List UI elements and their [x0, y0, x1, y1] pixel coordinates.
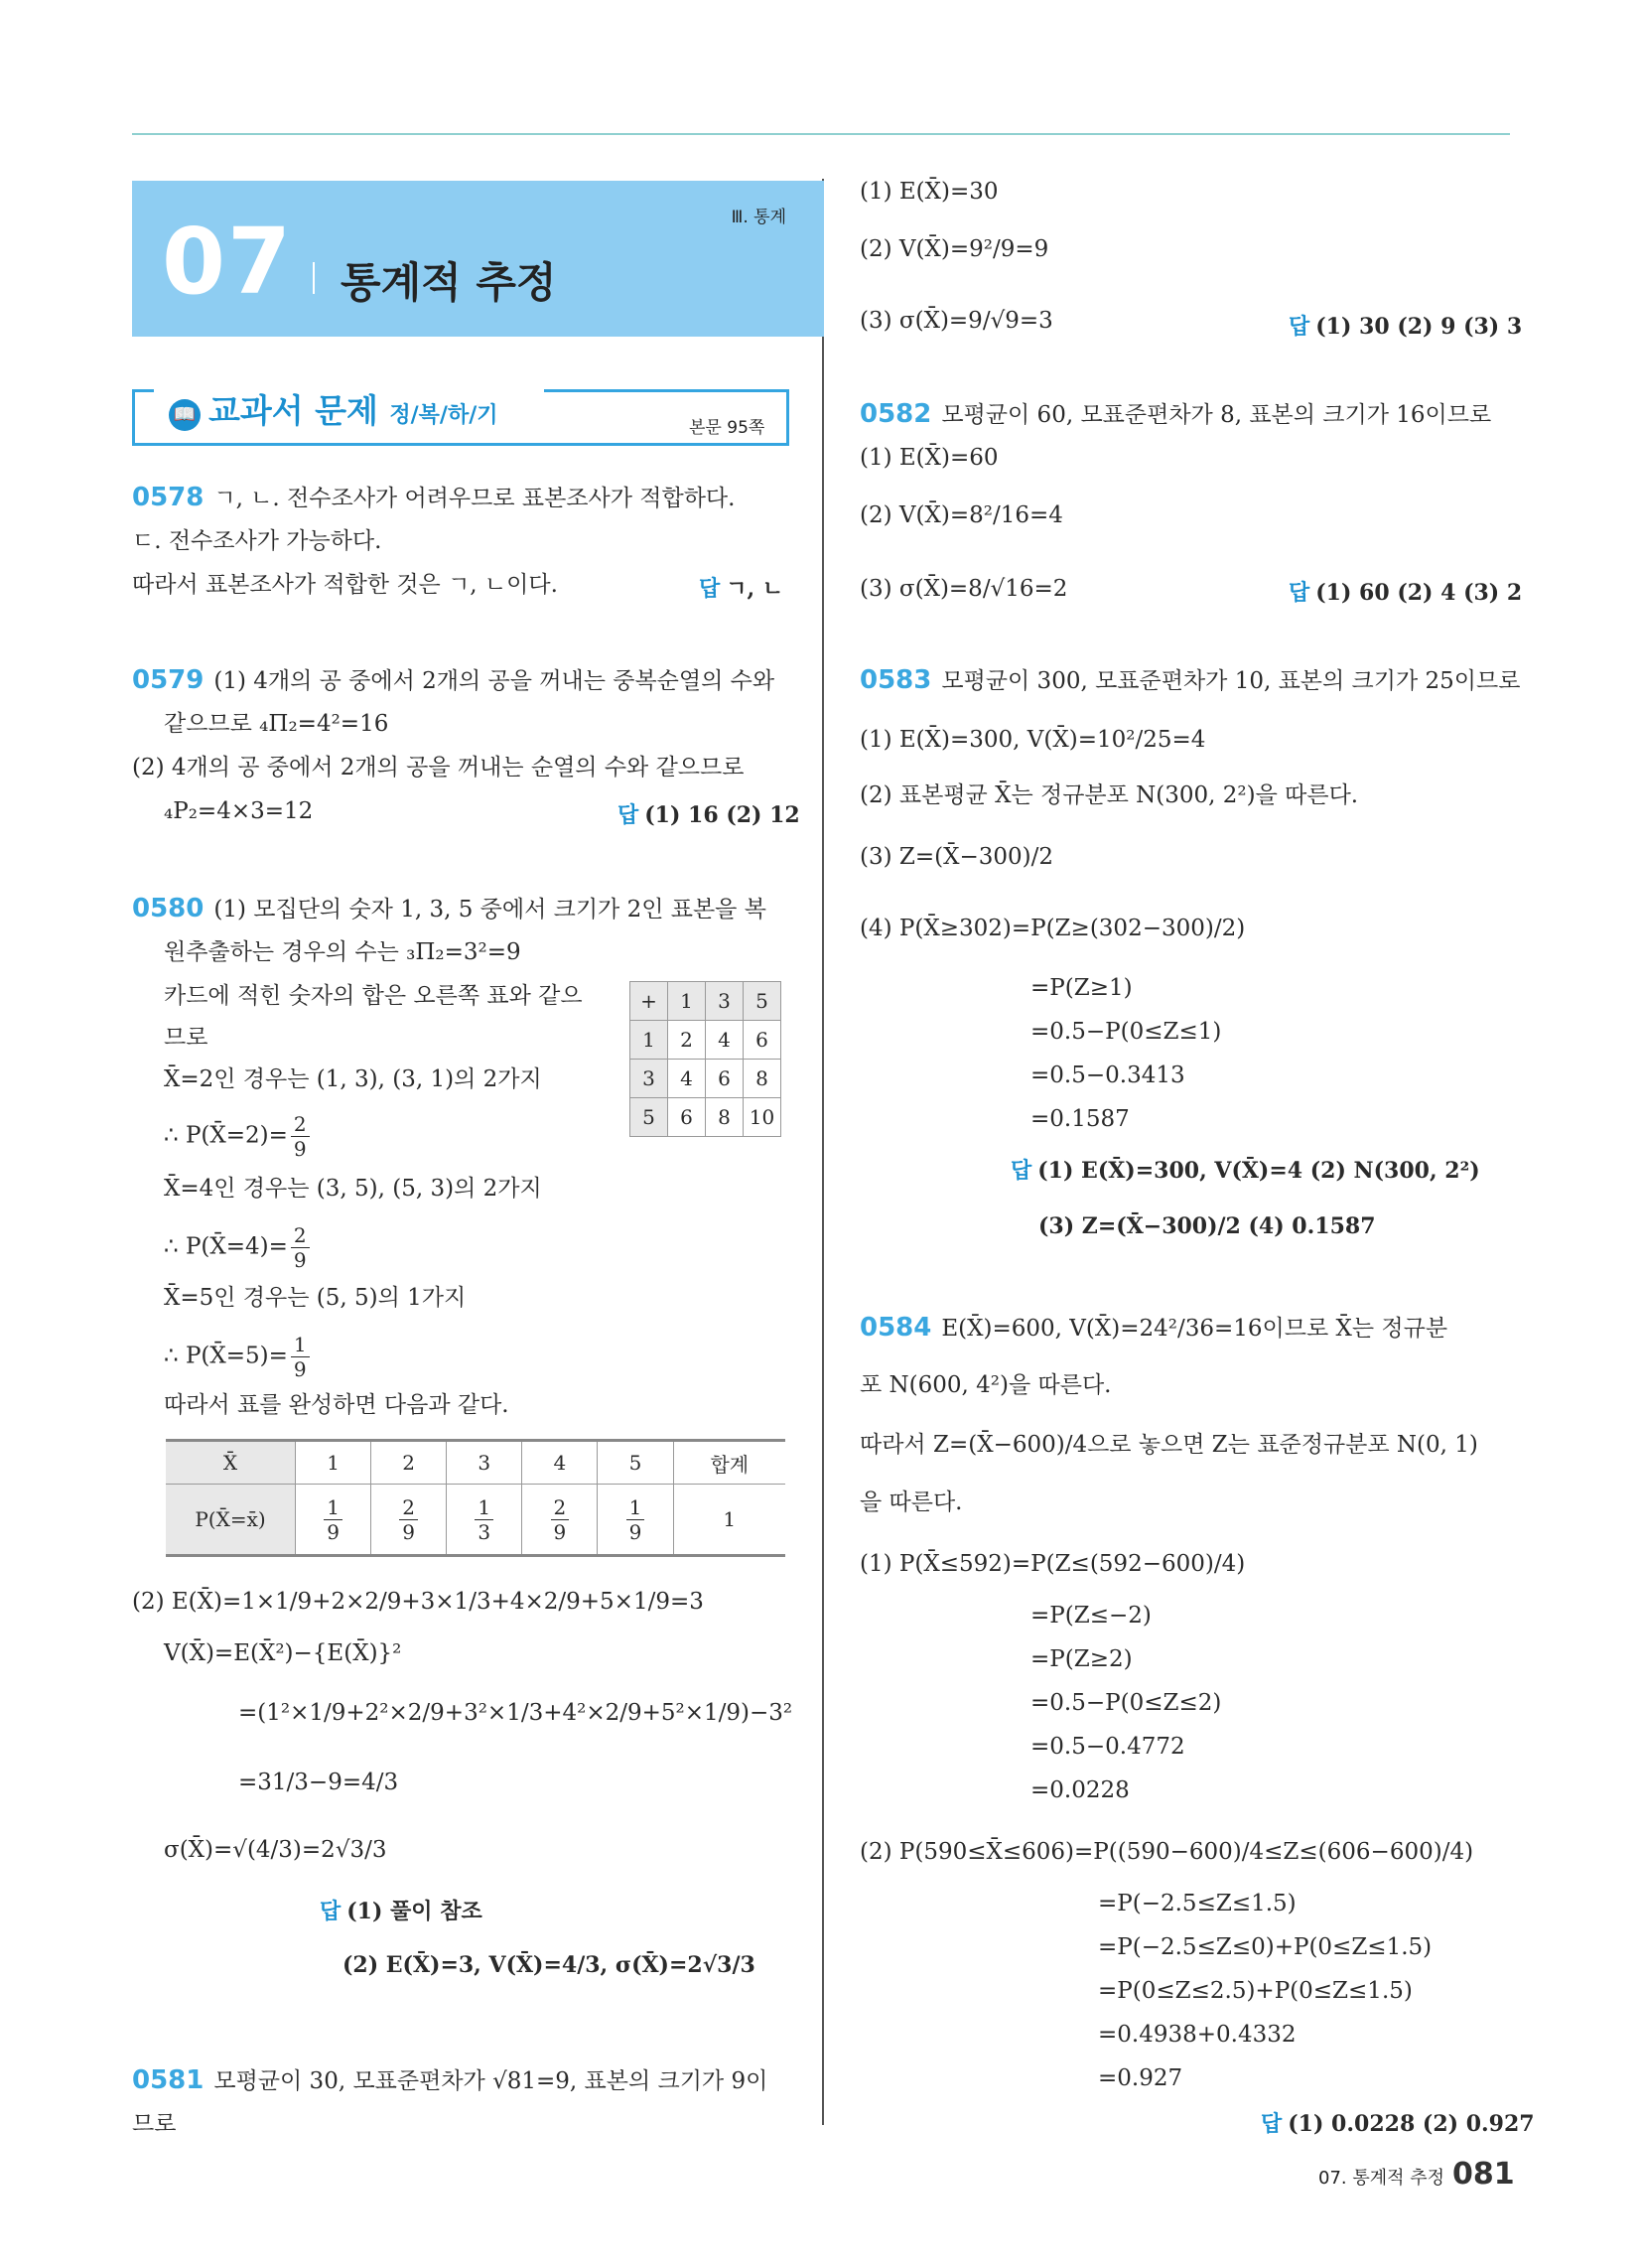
footer-chapter: 07. 통계적 추정: [1318, 2168, 1445, 2189]
chapter-number: 07: [162, 209, 294, 315]
table-row: 3 4 6 8: [630, 1060, 781, 1098]
problem-0580-part2-line-5: σ(X̄)=√(4/3)=2√3/3: [164, 1837, 387, 1863]
answer-0579: 답 (1) 16 (2) 12: [617, 802, 800, 828]
top-rule: [132, 133, 1510, 135]
problem-0584-line-2: 포 N(600, 4²)을 따른다.: [860, 1372, 1112, 1398]
fraction: $\frac{2}{9}$: [399, 1495, 418, 1544]
problem-0581-line-5: (3) σ(X̄)=9/√9=3: [860, 308, 1053, 334]
problem-0581-line-4: (2) V(X̄)=9²/9=9: [860, 236, 1049, 262]
problem-0584-line-14: =P(0≤Z≤2.5)+P(0≤Z≤1.5): [1098, 1978, 1413, 2004]
table-row: + 1 3 5: [630, 982, 781, 1021]
problem-0583-line-6: =P(Z≥1): [1030, 975, 1133, 1001]
problem-0584-line-6: =P(Z≤−2): [1030, 1603, 1152, 1629]
problem-0583-line-9: =0.1587: [1030, 1106, 1130, 1132]
distribution-table: [166, 1439, 785, 1557]
problem-0580-part2-line-2: V(X̄)=E(X̄²)−{E(X̄)}²: [164, 1640, 402, 1666]
fraction: $\frac{2}{9}$: [291, 1112, 310, 1161]
problem-0580-line-3: 카드에 적힌 숫자의 합은 오른쪽 표와 같으: [164, 983, 583, 1009]
problem-0583-line-1: 0583 모평균이 300, 모표준편차가 10, 표본의 크기가 25이므로: [860, 665, 1521, 695]
problem-0581-line-2: 므로: [132, 2111, 177, 2137]
answer-0578: 답 ㄱ, ㄴ: [699, 576, 784, 602]
problem-0582-line-2: (1) E(X̄)=60: [860, 445, 999, 471]
problem-0584-line-16: =0.927: [1098, 2065, 1183, 2091]
problem-0583-line-3: (2) 표본평균 X̄는 정규분포 N(300, 2²)을 따른다.: [860, 782, 1359, 808]
problem-0580-part2-line-1: (2) E(X̄)=1×1/9+2×2/9+3×1/3+4×2/9+5×1/9=3: [132, 1589, 704, 1615]
problem-0584-line-12: =P(−2.5≤Z≤1.5): [1098, 1891, 1297, 1916]
problem-0584-line-7: =P(Z≥2): [1030, 1646, 1133, 1672]
problem-0584-line-10: =0.0228: [1030, 1777, 1130, 1803]
problem-0584-line-3: 따라서 Z=(X̄−600)/4으로 놓으면 Z는 표준정규분포 N(0, 1): [860, 1432, 1478, 1458]
fraction: $\frac{1}{9}$: [626, 1495, 645, 1544]
problem-0580-part2-line-4: =31/3−9=4/3: [238, 1770, 399, 1795]
problem-0584-line-11: (2) P(590≤X̄≤606)=P((590−600)/4≤Z≤(606−600)/4): [860, 1839, 1474, 1865]
book-icon: 📖: [169, 399, 201, 431]
problem-0582-line-1: 0582 모평균이 60, 모표준편차가 8, 표본의 크기가 16이므로: [860, 399, 1492, 429]
problem-0578-line-1: 0578 ㄱ, ㄴ. 전수조사가 어려우므로 표본조사가 적합하다.: [132, 483, 736, 512]
fraction: $\frac{1}{3}$: [475, 1495, 493, 1544]
problem-0582-line-3: (2) V(X̄)=8²/16=4: [860, 502, 1063, 528]
answer-0583-1: 답 (1) E(X̄)=300, V(X̄)=4 (2) N(300, 2²): [1011, 1158, 1480, 1184]
problem-0584-line-5: (1) P(X̄≤592)=P(Z≤(592−600)/4): [860, 1551, 1246, 1577]
problem-0584-line-1: 0584 E(X̄)=600, V(X̄)=24²/36=16이므로 X̄는 정규분: [860, 1313, 1448, 1343]
problem-0583-line-5: (4) P(X̄≥302)=P(Z≥(302−300)/2): [860, 916, 1246, 941]
table-row: 5 6 8 10: [630, 1098, 781, 1137]
problem-0580-line-4: 므로: [164, 1025, 208, 1051]
fraction: $\frac{1}{9}$: [291, 1333, 310, 1381]
answer-0582: 답 (1) 60 (2) 4 (3) 2: [1289, 580, 1523, 606]
problem-0578-line-2: ㄷ. 전수조사가 가능하다.: [132, 528, 382, 554]
problem-0580-line-7: X̄=4인 경우는 (3, 5), (5, 3)의 2가지: [164, 1176, 542, 1202]
table-row: 1 2 4 6: [630, 1021, 781, 1060]
problem-0584-line-9: =0.5−0.4772: [1030, 1734, 1185, 1760]
column-divider: [822, 179, 824, 2125]
section-label: Ⅲ. 통계: [731, 208, 786, 227]
problem-0581-line-3: (1) E(X̄)=30: [860, 179, 999, 205]
problem-0584-line-8: =0.5−P(0≤Z≤2): [1030, 1690, 1222, 1716]
problem-0580-line-6: ∴ P(X̄=2)= $\frac{2}{9}$: [164, 1112, 313, 1161]
answer-0580-1: 답 (1) 풀이 참조: [320, 1899, 482, 1924]
problem-0580-part2-line-3: =(1²×1/9+2²×2/9+3²×1/3+4²×2/9+5²×1/9)−3²: [238, 1700, 793, 1726]
fraction: $\frac{2}{9}$: [291, 1223, 310, 1272]
chapter-title: 통계적 추정: [341, 258, 557, 307]
problem-0583-line-8: =0.5−0.3413: [1030, 1063, 1185, 1088]
answer-0581: 답 (1) 30 (2) 9 (3) 3: [1289, 314, 1523, 340]
page-footer: [1318, 2157, 1515, 2192]
sum-table: [629, 981, 781, 1137]
problem-0581-line-1: 0581 모평균이 30, 모표준편차가 √81=9, 표본의 크기가 9이: [132, 2065, 768, 2095]
problem-0580-line-8: ∴ P(X̄=4)= $\frac{2}{9}$: [164, 1223, 313, 1272]
table-row: P(X̄=x̄) $\frac{1}{9}$ $\frac{2}{9}$ $\frac{1}{3}$ $\frac{2}{9}$ $\frac{1}{9}$ 1: [166, 1485, 785, 1556]
problem-0579-line-2: 같으므로 ₄Π₂=4²=16: [164, 711, 389, 737]
problem-0580-line-11: 따라서 표를 완성하면 다음과 같다.: [164, 1392, 509, 1418]
page-reference: 본문 95쪽: [689, 418, 765, 438]
page-number: 081: [1452, 2157, 1515, 2192]
textbook-box-title: 📖 교과서 문제 정/복/하/기: [169, 385, 498, 432]
problem-0582-line-4: (3) σ(X̄)=8/√16=2: [860, 576, 1068, 602]
problem-0580-line-9: X̄=5인 경우는 (5, 5)의 1가지: [164, 1285, 467, 1311]
problem-0580-line-10: ∴ P(X̄=5)= $\frac{1}{9}$: [164, 1333, 313, 1381]
answer-0584: 답 (1) 0.0228 (2) 0.927: [1261, 2111, 1535, 2137]
chapter-header: [132, 181, 824, 337]
problem-0584-line-13: =P(−2.5≤Z≤0)+P(0≤Z≤1.5): [1098, 1934, 1433, 1960]
problem-0580-line-1: 0580 (1) 모집단의 숫자 1, 3, 5 중에서 크기가 2인 표본을 복: [132, 894, 766, 923]
problem-0583-line-2: (1) E(X̄)=300, V(X̄)=10²/25=4: [860, 727, 1206, 753]
answer-0583-2: (3) Z=(X̄−300)/2 (4) 0.1587: [1038, 1213, 1376, 1239]
problem-0579-line-1: 0579 (1) 4개의 공 중에서 2개의 공을 꺼내는 중복순열의 수와: [132, 665, 775, 695]
chapter-separator: [313, 262, 315, 294]
problem-0584-line-4: 을 따른다.: [860, 1489, 963, 1515]
problem-0578-line-3: 따라서 표본조사가 적합한 것은 ㄱ, ㄴ이다.: [132, 572, 558, 598]
problem-0584-line-15: =0.4938+0.4332: [1098, 2022, 1297, 2048]
problem-0579-line-3: (2) 4개의 공 중에서 2개의 공을 꺼내는 순열의 수와 같으므로: [132, 755, 745, 780]
problem-0583-line-7: =0.5−P(0≤Z≤1): [1030, 1019, 1222, 1045]
table-row: X̄ 1 2 3 4 5 합계: [166, 1441, 785, 1485]
problem-0583-line-4: (3) Z=(X̄−300)/2: [860, 844, 1054, 870]
problem-0580-line-2: 원추출하는 경우의 수는 ₃Π₂=3²=9: [164, 939, 521, 965]
answer-0580-2: (2) E(X̄)=3, V(X̄)=4/3, σ(X̄)=2√3/3: [342, 1952, 755, 1978]
fraction: $\frac{1}{9}$: [324, 1495, 342, 1544]
problem-0579-line-4: ₄P₂=4×3=12: [164, 798, 314, 824]
problem-0580-line-5: X̄=2인 경우는 (1, 3), (3, 1)의 2가지: [164, 1066, 542, 1092]
fraction: $\frac{2}{9}$: [551, 1495, 570, 1544]
textbook-box-subtitle: 정/복/하/기: [389, 403, 498, 428]
